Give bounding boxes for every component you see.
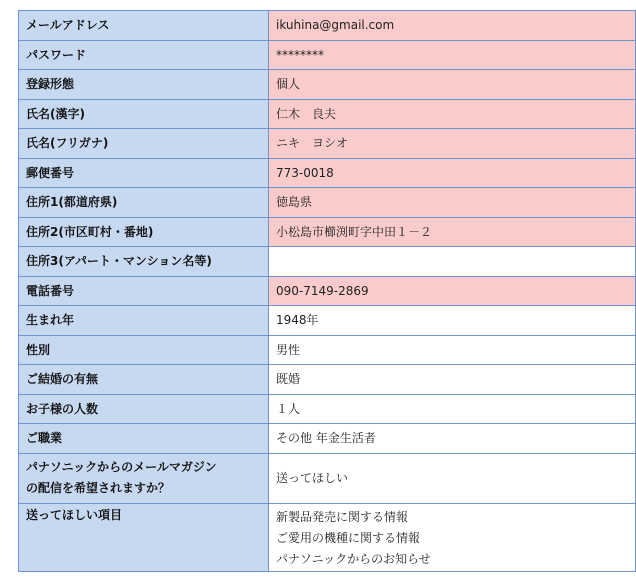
phone-value: 090-7149-2869 [269,276,636,306]
mail-magazine-label-line1: パナソニックからのメールマガジン [26,460,217,474]
children-value: １人 [269,394,636,424]
mail-magazine-label [19,453,269,503]
desired-items-value [269,503,636,571]
birth-year-value: 1948年 [269,306,636,336]
row-address3 [19,247,636,277]
row-name-kanji [19,99,636,129]
row-occupation [19,424,636,454]
children-label: お子様の人数 [19,394,269,424]
row-children [19,394,636,424]
row-phone [19,276,636,306]
row-mail-magazine [19,453,636,503]
marital-status-label: ご結婚の有無 [19,365,269,395]
name-kana-value: ニキ ヨシオ [269,129,636,159]
address1-value: 徳島県 [269,188,636,218]
name-kanji-value: 仁木 良夫 [269,99,636,129]
row-name-kana [19,129,636,159]
occupation-value: その他 年金生活者 [269,424,636,454]
desired-items-label: 送ってほしい項目 [19,503,269,571]
password-label: パスワード [19,40,269,70]
address3-label: 住所3(アパート・マンション名等) [19,247,269,277]
row-registration-type [19,70,636,100]
phone-label: 電話番号 [19,276,269,306]
row-address2 [19,217,636,247]
name-kana-label: 氏名(フリガナ) [19,129,269,159]
registration-type-label: 登録形態 [19,70,269,100]
occupation-label: ご職業 [19,424,269,454]
mail-magazine-value: 送ってほしい [269,453,636,503]
registration-confirmation-table [18,10,636,572]
birth-year-label: 生まれ年 [19,306,269,336]
row-marital-status [19,365,636,395]
gender-label: 性別 [19,335,269,365]
password-value: ******** [269,40,636,70]
row-postal-code [19,158,636,188]
row-desired-items [19,503,636,571]
row-email [19,11,636,41]
address1-label: 住所1(都道府県) [19,188,269,218]
postal-code-label: 郵便番号 [19,158,269,188]
registration-type-value: 個人 [269,70,636,100]
desired-item: パナソニックからのお知らせ [276,551,431,566]
row-password [19,40,636,70]
desired-item: ご愛用の機種に関する情報 [276,530,421,545]
address2-label: 住所2(市区町村・番地) [19,217,269,247]
address3-value [269,247,636,277]
address2-value: 小松島市櫛渕町字中田１－２ [269,217,636,247]
name-kanji-label: 氏名(漢字) [19,99,269,129]
desired-item: 新製品発売に関する情報 [276,509,409,524]
email-label: メールアドレス [19,11,269,41]
row-birth-year [19,306,636,336]
row-gender [19,335,636,365]
postal-code-value: 773-0018 [269,158,636,188]
email-value: ikuhina@gmail.com [269,11,636,41]
marital-status-value: 既婚 [269,365,636,395]
row-address1 [19,188,636,218]
mail-magazine-label-line2: の配信を希望されますか？ [26,481,171,495]
gender-value: 男性 [269,335,636,365]
